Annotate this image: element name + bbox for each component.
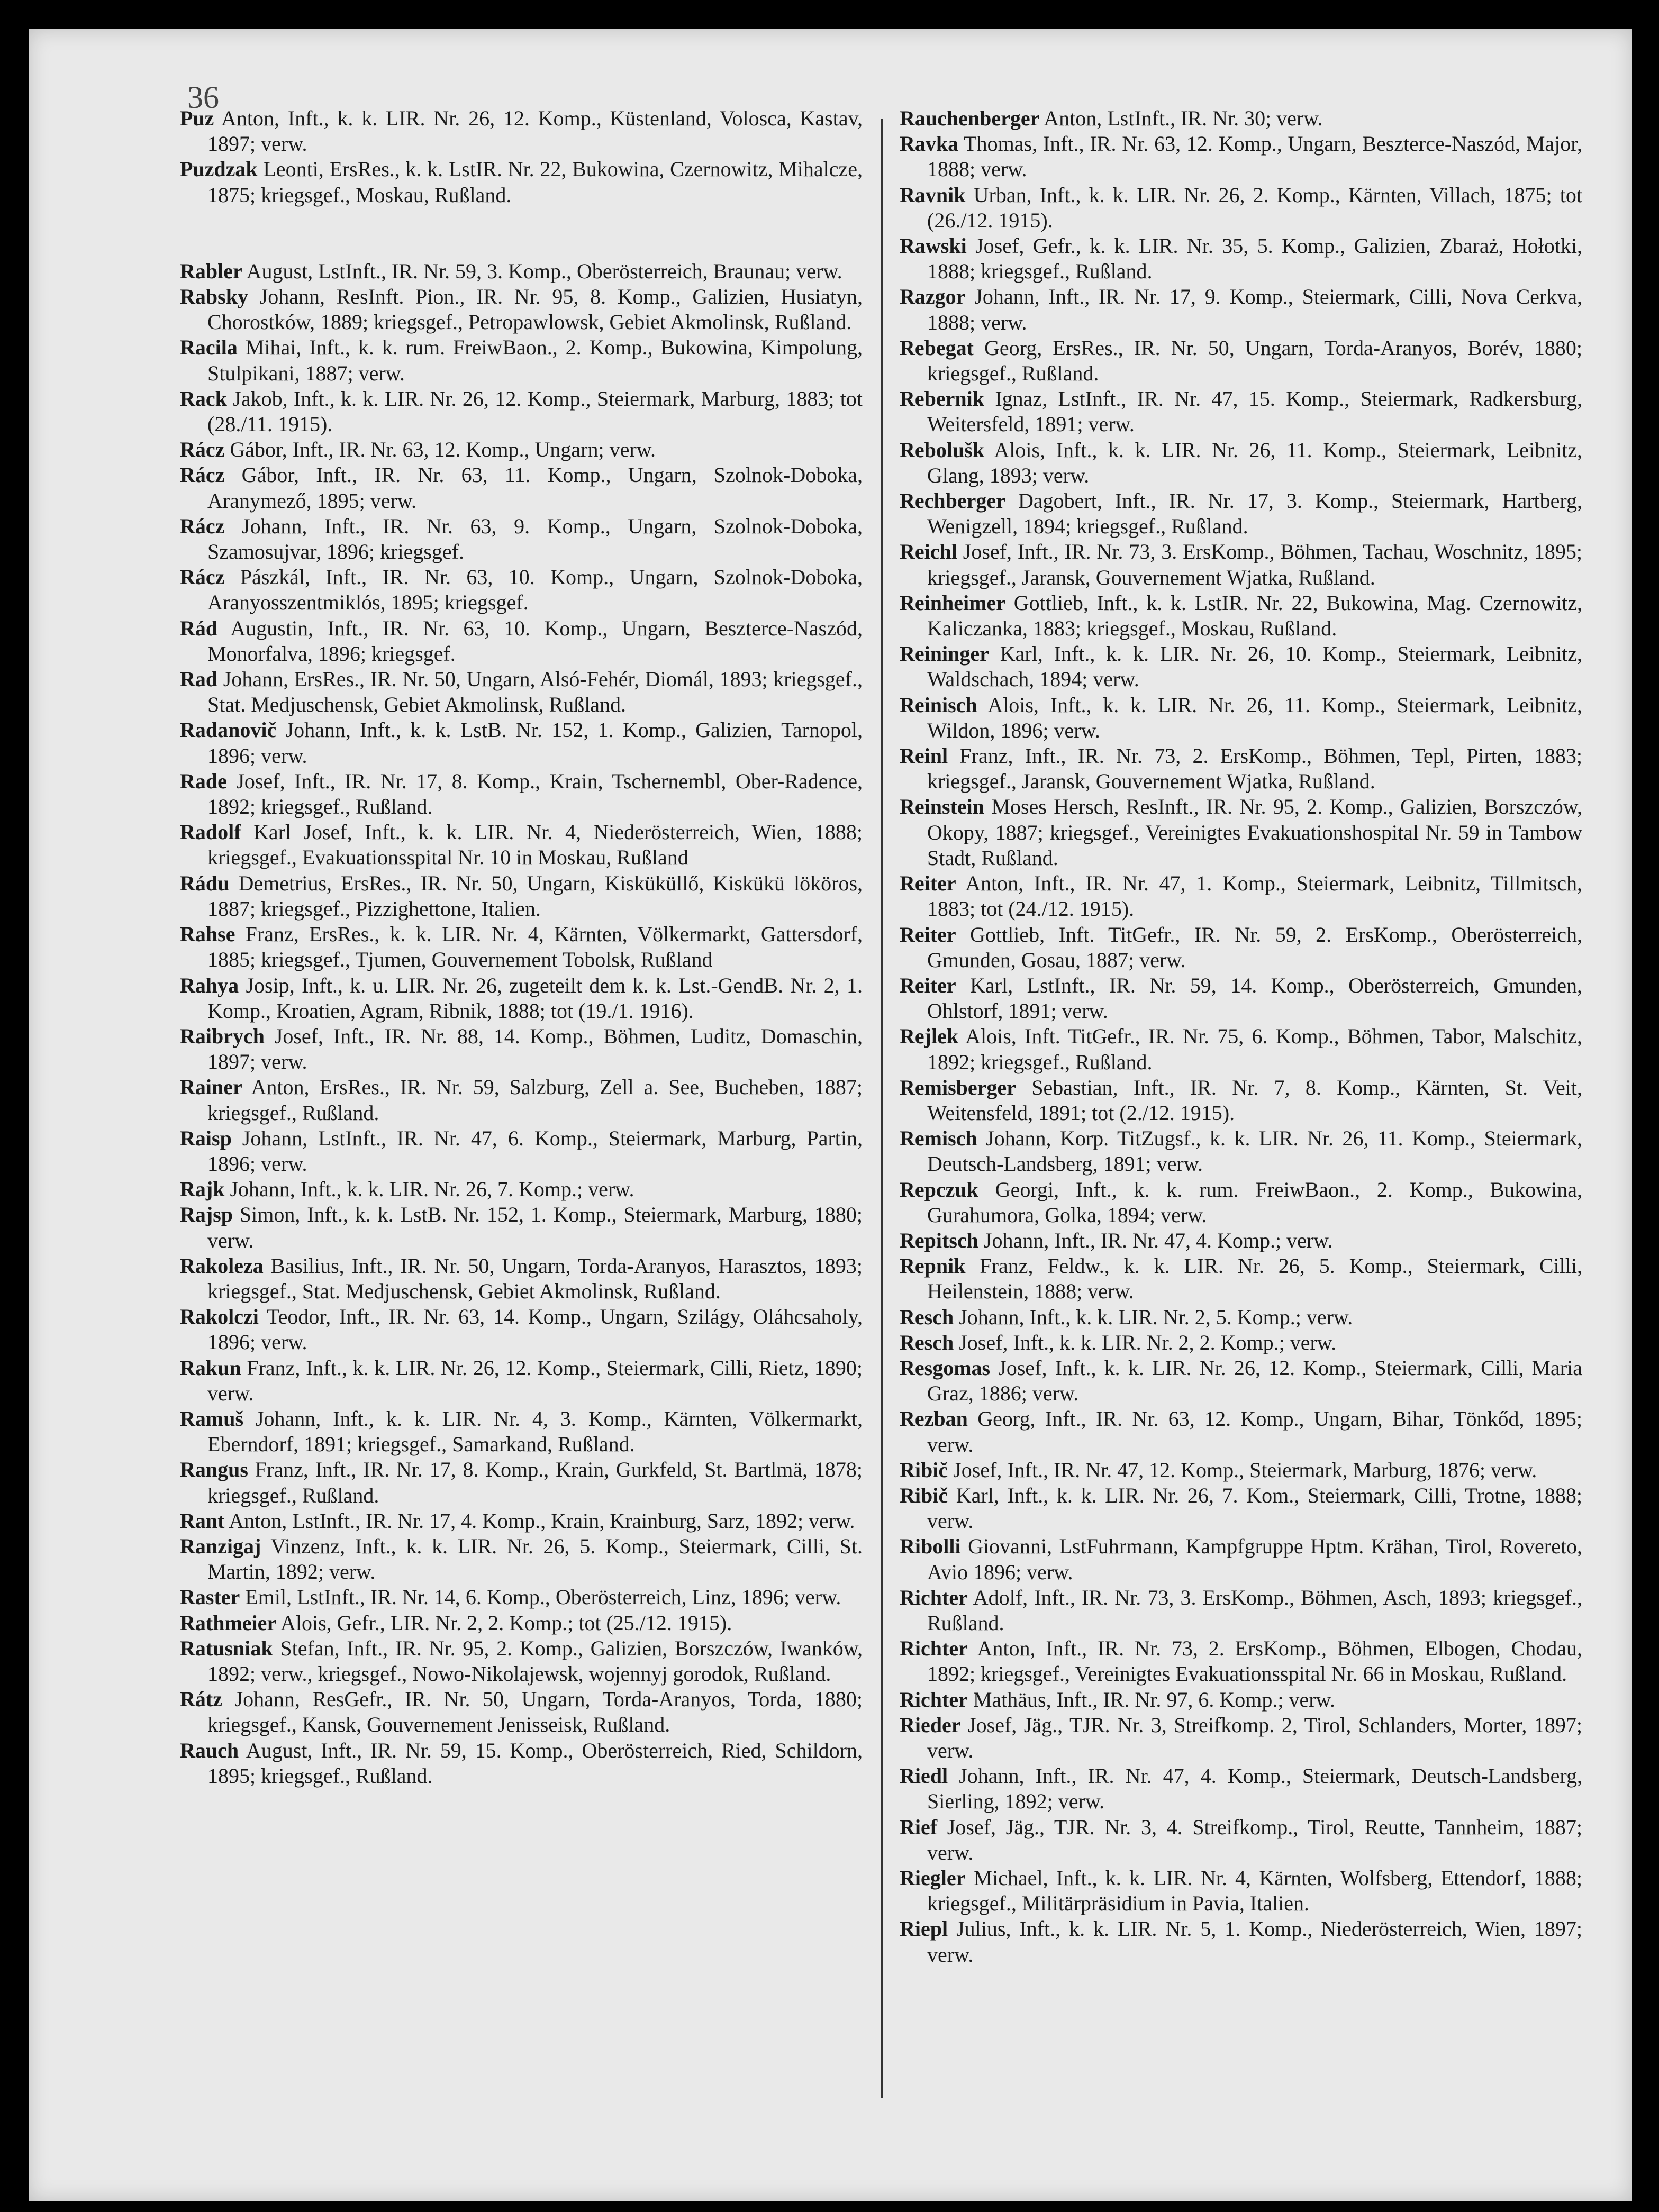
entry-surname: Rebegat bbox=[900, 335, 974, 360]
casualty-entry bbox=[180, 1253, 863, 1304]
entry-surname: Reinheimer bbox=[900, 590, 1005, 615]
entry-surname: Rácz bbox=[180, 565, 225, 589]
entry-surname: Rabsky bbox=[180, 285, 248, 309]
casualty-entry bbox=[180, 1585, 863, 1610]
entry-details: Georg, Inft., IR. Nr. 63, 12. Komp., Ungarn, Bihar, Tönkőd, 1895; verw. bbox=[927, 1407, 1583, 1457]
entry-surname: Rajsp bbox=[180, 1203, 233, 1227]
casualty-entry bbox=[180, 1687, 863, 1737]
entry-surname: Ribolli bbox=[900, 1534, 961, 1559]
casualty-entry bbox=[900, 871, 1582, 922]
entry-surname: Resgomas bbox=[900, 1355, 991, 1380]
entry-surname: Repczuk bbox=[900, 1177, 978, 1201]
entry-surname: Reinisch bbox=[900, 693, 977, 717]
casualty-entry bbox=[180, 922, 863, 972]
casualty-entry bbox=[180, 437, 863, 462]
casualty-entry bbox=[900, 386, 1582, 437]
entry-details: Josef, Inft., IR. Nr. 88, 14. Komp., Böhmen, Luditz, Domaschin, 1897; verw. bbox=[207, 1024, 863, 1074]
entry-surname: Remisberger bbox=[900, 1075, 1016, 1099]
entry-details: Johann, Inft., k. k. LIR. Nr. 2, 5. Komp.; verw. bbox=[959, 1305, 1353, 1329]
entry-surname: Repitsch bbox=[900, 1228, 978, 1252]
entry-surname: Rádu bbox=[180, 871, 230, 895]
casualty-entry bbox=[180, 514, 863, 565]
entry-details: Josef, Inft., IR. Nr. 73, 3. ErsKomp., Böhmen, Tachau, Woschnitz, 1895; kriegsgef., Jaransk, Gouvernement Wjatka, Rußland. bbox=[927, 540, 1583, 589]
entry-surname: Remisch bbox=[900, 1126, 977, 1151]
entry-details: Anton, LstInft., IR. Nr. 17, 4. Komp., Krain, Krainburg, Sarz, 1892; verw. bbox=[229, 1508, 855, 1533]
entry-surname: Ribič bbox=[900, 1483, 948, 1507]
casualty-entry bbox=[180, 616, 863, 667]
entry-details: Franz, Inft., IR. Nr. 17, 8. Komp., Krain, Gurkfeld, St. Bartlmä, 1878; kriegsgef., Rußland. bbox=[207, 1458, 863, 1507]
entry-details: Anton, Inft., IR. Nr. 73, 2. ErsKomp., Böhmen, Elbogen, Chodau, 1892; kriegsgef., Vereinigtes Evakuationsspital Nr. 66 in Moskau, Rußland. bbox=[927, 1636, 1583, 1686]
entry-details: Josef, Gefr., k. k. LIR. Nr. 35, 5. Komp., Galizien, Zbaraż, Hołotki, 1888; kriegsgef., Rußland. bbox=[927, 234, 1582, 284]
casualty-entry bbox=[900, 1763, 1582, 1814]
entry-surname: Repnik bbox=[900, 1254, 966, 1278]
entry-surname: Reinstein bbox=[900, 795, 984, 819]
entry-details: Johann, Inft., k. k. LIR. Nr. 26, 7. Komp.; verw. bbox=[230, 1177, 634, 1201]
casualty-entry bbox=[900, 1458, 1582, 1483]
entry-surname: Rangus bbox=[180, 1458, 248, 1482]
entry-details: Josip, Inft., k. u. LIR. Nr. 26, zugeteilt dem k. k. Lst.-GendB. Nr. 2, 1. Komp., Kroatien, Agram, Ribnik, 1888; tot (19./1. 1916). bbox=[207, 973, 863, 1023]
entry-surname: Rakoleza bbox=[180, 1253, 264, 1278]
entry-surname: Radanovič bbox=[180, 718, 277, 742]
entry-surname: Riepl bbox=[900, 1917, 948, 1941]
entry-details: Ignaz, LstInft., IR. Nr. 47, 15. Komp., Steiermark, Radkersburg, Weitersfeld, 1891; verw. bbox=[927, 387, 1583, 436]
entry-surname: Radolf bbox=[180, 820, 241, 844]
entry-surname: Reiter bbox=[900, 871, 956, 896]
entry-details: Georgi, Inft., k. k. rum. FreiwBaon., 2. Komp., Bukowina, Gurahumora, Golka, 1894; verw. bbox=[927, 1177, 1583, 1227]
entry-details: Josef, Inft., k. k. LIR. Nr. 2, 2. Komp.; verw. bbox=[959, 1330, 1337, 1354]
casualty-entry bbox=[900, 1713, 1582, 1763]
entry-surname: Richter bbox=[900, 1585, 968, 1609]
casualty-entry bbox=[180, 1202, 863, 1253]
entry-surname: Rauchenberger bbox=[900, 106, 1040, 130]
entry-details: Thomas, Inft., IR. Nr. 63, 12. Komp., Ungarn, Beszterce-Naszód, Major, 1888; verw. bbox=[927, 132, 1582, 181]
entry-surname: Ravka bbox=[900, 132, 959, 156]
casualty-entry bbox=[180, 259, 863, 284]
entry-surname: Raibrych bbox=[180, 1024, 265, 1048]
entry-details: Alois, Gefr., LIR. Nr. 2, 2. Komp.; tot (25./12. 1915). bbox=[280, 1610, 732, 1635]
entry-details: Johann, Inft., IR. Nr. 47, 4. Komp., Steiermark, Deutsch-Landsberg, Sierling, 1892; verw. bbox=[927, 1764, 1583, 1814]
entry-surname: Rawski bbox=[900, 234, 967, 258]
casualty-entry bbox=[900, 1687, 1582, 1713]
entry-details: Johann, Inft., IR. Nr. 63, 9. Komp., Ungarn, Szolnok-Doboka, Szamosujvar, 1896; kriegsgef. bbox=[207, 514, 863, 564]
entry-details: Sebastian, Inft., IR. Nr. 7, 8. Komp., Kärnten, St. Veit, Weitensfeld, 1891; tot (2./12. 1915). bbox=[927, 1075, 1583, 1125]
casualty-entry bbox=[900, 284, 1582, 335]
casualty-entry bbox=[180, 1738, 863, 1789]
casualty-entry bbox=[900, 922, 1582, 973]
entry-details: Augustin, Inft., IR. Nr. 63, 10. Komp., Ungarn, Beszterce-Naszód, Monorfalva, 1896; kriegsgef. bbox=[207, 616, 863, 666]
entry-surname: Puz bbox=[180, 106, 214, 130]
entry-surname: Rahya bbox=[180, 973, 239, 997]
entry-details: Demetrius, ErsRes., IR. Nr. 50, Ungarn, Kisküküllő, Kiskükü lököros, 1887; kriegsgef., Pizzighettone, Italien. bbox=[207, 871, 863, 921]
entry-surname: Puzdzak bbox=[180, 157, 258, 181]
entry-surname: Rechberger bbox=[900, 489, 1005, 513]
entry-surname: Rieder bbox=[900, 1713, 961, 1737]
entry-details: Pászkál, Inft., IR. Nr. 63, 10. Komp., Ungarn, Szolnok-Doboka, Aranyosszentmiklós, 1895; kriegsgef. bbox=[207, 565, 863, 615]
casualty-entry bbox=[180, 335, 863, 386]
entry-surname: Rant bbox=[180, 1508, 225, 1533]
entry-details: Dagobert, Inft., IR. Nr. 17, 3. Komp., Steiermark, Hartberg, Wenigzell, 1894; kriegsgef., Rußland. bbox=[927, 489, 1583, 539]
casualty-entry bbox=[900, 1636, 1582, 1687]
casualty-entry bbox=[900, 1355, 1582, 1406]
entry-details: Josef, Jäg., TJR. Nr. 3, Streifkomp. 2, Tirol, Schlanders, Morter, 1897; verw. bbox=[927, 1713, 1582, 1762]
casualty-entry bbox=[900, 335, 1582, 386]
left-column bbox=[180, 106, 863, 1789]
entry-details: Karl, Inft., k. k. LIR. Nr. 26, 7. Kom., Steiermark, Cilli, Trotne, 1888; verw. bbox=[927, 1483, 1583, 1533]
casualty-entry bbox=[180, 157, 863, 207]
entry-surname: Richter bbox=[900, 1636, 968, 1661]
entry-details: Franz, Inft., k. k. LIR. Nr. 26, 12. Komp., Steiermark, Cilli, Rietz, 1890; verw. bbox=[207, 1355, 863, 1405]
casualty-entry bbox=[180, 717, 863, 768]
casualty-entry bbox=[900, 1024, 1582, 1075]
entry-surname: Ratusniak bbox=[180, 1636, 273, 1660]
entry-details: Urban, Inft., k. k. LIR. Nr. 26, 2. Komp., Kärnten, Villach, 1875; tot (26./12. 1915). bbox=[927, 183, 1582, 232]
entry-surname: Ramuš bbox=[180, 1406, 244, 1431]
entry-details: Josef, Jäg., TJR. Nr. 3, 4. Streifkomp., Tirol, Reutte, Tannheim, 1887; verw. bbox=[927, 1815, 1583, 1864]
entry-details: Giovanni, LstFuhrmann, Kampfgruppe Hptm. Krähan, Tirol, Rovereto, Avio 1896; verw. bbox=[927, 1534, 1582, 1584]
entry-details: Johann, ErsRes., IR. Nr. 50, Ungarn, Alsó-Fehér, Diomál, 1893; kriegsgef., Stat. Medjuschensk, Gebiet Akmolinsk, Rußland. bbox=[207, 667, 863, 717]
entry-surname: Rácz bbox=[180, 438, 225, 462]
entry-surname: Raster bbox=[180, 1585, 240, 1609]
casualty-entry bbox=[180, 1508, 863, 1534]
casualty-entry bbox=[180, 1126, 863, 1177]
casualty-entry bbox=[900, 590, 1582, 641]
casualty-entry bbox=[900, 488, 1582, 539]
casualty-entry bbox=[900, 183, 1582, 233]
entry-surname: Resch bbox=[900, 1330, 954, 1354]
casualty-entry bbox=[180, 769, 863, 820]
page-number: 36 bbox=[187, 80, 219, 115]
casualty-entry bbox=[900, 1330, 1582, 1355]
entry-details: Teodor, Inft., IR. Nr. 63, 14. Komp., Ungarn, Szilágy, Oláhcsaholy, 1896; verw. bbox=[207, 1305, 863, 1354]
entry-surname: Reinl bbox=[900, 744, 948, 768]
casualty-entry bbox=[900, 1075, 1582, 1126]
entry-details: August, LstInft., IR. Nr. 59, 3. Komp., Oberösterreich, Braunau; verw. bbox=[246, 259, 842, 283]
entry-surname: Rejlek bbox=[900, 1024, 959, 1049]
entry-details: Anton, Inft., k. k. LIR. Nr. 26, 12. Komp., Küstenland, Volosca, Kastav, 1897; verw. bbox=[207, 106, 863, 156]
casualty-entry bbox=[180, 106, 863, 157]
casualty-entry bbox=[180, 820, 863, 870]
casualty-entry bbox=[900, 1253, 1582, 1304]
entry-surname: Rief bbox=[900, 1815, 938, 1839]
casualty-entry bbox=[180, 871, 863, 922]
casualty-entry bbox=[180, 1534, 863, 1585]
casualty-entry bbox=[900, 973, 1582, 1024]
entry-surname: Reiter bbox=[900, 973, 956, 997]
entry-surname: Rainer bbox=[180, 1075, 242, 1099]
entry-details: Karl, Inft., k. k. LIR. Nr. 26, 10. Komp., Steiermark, Leibnitz, Waldschach, 1894; verw. bbox=[927, 642, 1583, 691]
casualty-entry bbox=[180, 1636, 863, 1687]
entry-surname: Rathmeier bbox=[180, 1610, 277, 1635]
entry-details: Johann, Korp. TitZugsf., k. k. LIR. Nr. 26, 11. Komp., Steiermark, Deutsch-Landsberg, 1891; verw. bbox=[927, 1126, 1583, 1176]
casualty-entry bbox=[180, 1075, 863, 1125]
entry-details: Vinzenz, Inft., k. k. LIR. Nr. 26, 5. Komp., Steiermark, Cilli, St. Martin, 1892; verw. bbox=[207, 1534, 863, 1584]
entry-details: Johann, Inft., k. k. LIR. Nr. 4, 3. Komp., Kärnten, Völkermarkt, Eberndorf, 1891; kriegsgef., Samarkand, Rußland. bbox=[207, 1406, 863, 1457]
casualty-entry bbox=[180, 1457, 863, 1508]
entry-surname: Rack bbox=[180, 386, 227, 411]
entry-surname: Reininger bbox=[900, 642, 989, 666]
casualty-entry bbox=[900, 794, 1582, 871]
casualty-entry bbox=[900, 1534, 1582, 1585]
casualty-entry bbox=[900, 131, 1582, 182]
entry-details: Adolf, Inft., IR. Nr. 73, 3. ErsKomp., Böhmen, Asch, 1893; kriegsgef., Rußland. bbox=[927, 1585, 1582, 1635]
entry-details: Anton, Inft., IR. Nr. 47, 1. Komp., Steiermark, Leibnitz, Tillmitsch, 1883; tot (24./12. 1915). bbox=[927, 871, 1583, 921]
entry-details: Franz, Feldw., k. k. LIR. Nr. 26, 5. Komp., Steiermark, Cilli, Heilenstein, 1888; verw. bbox=[927, 1254, 1582, 1304]
entry-details: Basilius, Inft., IR. Nr. 50, Ungarn, Torda-Aranyos, Harasztos, 1893; kriegsgef., Stat. Medjuschensk, Gebiet Akmolinsk, Rußland. bbox=[207, 1253, 863, 1303]
entry-surname: Rad bbox=[180, 667, 218, 691]
casualty-entry bbox=[900, 539, 1582, 590]
entry-surname: Riedl bbox=[900, 1764, 948, 1788]
entry-details: Emil, LstInft., IR. Nr. 14, 6. Komp., Oberösterreich, Linz, 1896; verw. bbox=[245, 1585, 841, 1609]
casualty-entry bbox=[900, 1177, 1582, 1228]
entry-surname: Rezban bbox=[900, 1407, 968, 1431]
entry-details: Mathäus, Inft., IR. Nr. 97, 6. Komp.; verw. bbox=[973, 1687, 1335, 1712]
casualty-entry bbox=[900, 1916, 1582, 1967]
entry-surname: Rátz bbox=[180, 1687, 222, 1712]
entry-surname: Rácz bbox=[180, 514, 225, 538]
entry-surname: Richter bbox=[900, 1687, 968, 1712]
entry-details: Josef, Inft., IR. Nr. 17, 8. Komp., Krain, Tschernembl, Ober-Radence, 1892; kriegsgef., Rußland. bbox=[207, 769, 863, 819]
casualty-entry bbox=[900, 438, 1582, 488]
entry-details: Johann, LstInft., IR. Nr. 47, 6. Komp., Steiermark, Marburg, Partin, 1896; verw. bbox=[207, 1126, 863, 1176]
casualty-entry bbox=[180, 1610, 863, 1636]
entry-details: Leonti, ErsRes., k. k. LstIR. Nr. 22, Bukowina, Czernowitz, Mihalcze, 1875; kriegsgef., Moskau, Rußland. bbox=[207, 157, 863, 207]
entry-surname: Reiter bbox=[900, 922, 956, 946]
casualty-entry bbox=[900, 743, 1582, 794]
entry-surname: Rakolczi bbox=[180, 1305, 259, 1329]
entry-details: Moses Hersch, ResInft., IR. Nr. 95, 2. Komp., Galizien, Borszczów, Okopy, 1887; kriegsgef., Vereinigtes Evakuationshospital Nr. 59 in Tambow Stadt, Rußland. bbox=[927, 795, 1582, 870]
casualty-entry bbox=[180, 565, 863, 615]
casualty-entry bbox=[900, 1406, 1582, 1457]
entry-details: Johann, Inft., IR. Nr. 47, 4. Komp.; verw. bbox=[983, 1228, 1333, 1252]
entry-details: Josef, Inft., k. k. LIR. Nr. 26, 12. Komp., Steiermark, Cilli, Maria Graz, 1886; verw. bbox=[927, 1355, 1582, 1406]
entry-details: Johann, Inft., k. k. LstB. Nr. 152, 1. Komp., Galizien, Tarnopol, 1896; verw. bbox=[207, 718, 863, 768]
entry-surname: Ravnik bbox=[900, 183, 966, 207]
entry-surname: Rabler bbox=[180, 259, 242, 283]
casualty-entry bbox=[180, 1355, 863, 1406]
entry-surname: Rahse bbox=[180, 922, 235, 946]
entry-surname: Rebernik bbox=[900, 387, 984, 411]
entry-details: Karl, LstInft., IR. Nr. 59, 14. Komp., Oberösterreich, Gmunden, Ohlstorf, 1891; verw. bbox=[927, 973, 1582, 1023]
entry-surname: Riegler bbox=[900, 1866, 966, 1890]
entry-details: Karl Josef, Inft., k. k. LIR. Nr. 4, Niederösterreich, Wien, 1888; kriegsgef., Evakuationsspital Nr. 10 in Moskau, Rußland bbox=[207, 820, 863, 870]
entry-surname: Rauch bbox=[180, 1738, 239, 1762]
casualty-entry bbox=[900, 1126, 1582, 1177]
entry-surname: Rebolušk bbox=[900, 438, 985, 462]
casualty-entry bbox=[900, 693, 1582, 743]
casualty-entry bbox=[900, 1585, 1582, 1636]
casualty-entry bbox=[180, 1024, 863, 1075]
entry-details: Gottlieb, Inft. TitGefr., IR. Nr. 59, 2. ErsKomp., Oberösterreich, Gmunden, Gosau, 1887; verw. bbox=[927, 922, 1583, 972]
entry-details: Julius, Inft., k. k. LIR. Nr. 5, 1. Komp., Niederösterreich, Wien, 1897; verw. bbox=[927, 1917, 1582, 1967]
entry-details: Josef, Inft., IR. Nr. 47, 12. Komp., Steiermark, Marburg, 1876; verw. bbox=[953, 1458, 1537, 1482]
entry-details: Gábor, Inft., IR. Nr. 63, 11. Komp., Ungarn, Szolnok-Doboka, Aranymező, 1895; verw. bbox=[207, 463, 863, 513]
entry-details: Anton, ErsRes., IR. Nr. 59, Salzburg, Zell a. See, Bucheben, 1887; kriegsgef., Rußland. bbox=[207, 1075, 863, 1125]
entry-details: Johann, ResInft. Pion., IR. Nr. 95, 8. Komp., Galizien, Husiatyn, Chorostków, 1889; kriegsgef., Petropawlowsk, Gebiet Akmolinsk, Rußland. bbox=[207, 285, 863, 334]
entry-details: Gábor, Inft., IR. Nr. 63, 12. Komp., Ungarn; verw. bbox=[230, 438, 656, 462]
entry-details: Simon, Inft., k. k. LstB. Nr. 152, 1. Komp., Steiermark, Marburg, 1880; verw. bbox=[207, 1203, 863, 1252]
entry-surname: Raisp bbox=[180, 1126, 232, 1150]
casualty-entry bbox=[180, 667, 863, 717]
casualty-entry bbox=[900, 106, 1582, 131]
entry-details: Stefan, Inft., IR. Nr. 95, 2. Komp., Galizien, Borszczów, Iwanków, 1892; verw., kriegsgef., Nowo-Nikolajewsk, wojennyj gorodok, Rußland. bbox=[207, 1636, 863, 1686]
entry-surname: Rakun bbox=[180, 1355, 241, 1380]
entry-surname: Racila bbox=[180, 335, 238, 360]
entry-surname: Reichl bbox=[900, 540, 957, 564]
casualty-entry bbox=[180, 284, 863, 335]
entry-surname: Razgor bbox=[900, 285, 966, 309]
casualty-entry bbox=[900, 1305, 1582, 1330]
entry-surname: Resch bbox=[900, 1305, 954, 1329]
casualty-entry bbox=[900, 1865, 1582, 1916]
entry-surname: Ribič bbox=[900, 1458, 948, 1482]
entry-details: Michael, Inft., k. k. LIR. Nr. 4, Kärnten, Wolfsberg, Ettendorf, 1888; kriegsgef., Militärpräsidium in Pavia, Italien. bbox=[927, 1866, 1582, 1916]
entry-details: Jakob, Inft., k. k. LIR. Nr. 26, 12. Komp., Steiermark, Marburg, 1883; tot (28./11. 1915). bbox=[207, 386, 863, 436]
right-column bbox=[900, 106, 1582, 1968]
entry-surname: Rajk bbox=[180, 1177, 225, 1201]
entry-details: Alois, Inft., k. k. LIR. Nr. 26, 11. Komp., Steiermark, Leibnitz, Wildon, 1896; verw. bbox=[927, 693, 1583, 742]
entry-details: Gottlieb, Inft., k. k. LstIR. Nr. 22, Bukowina, Mag. Czernowitz, Kaliczanka, 1883; kriegsgef., Moskau, Rußland. bbox=[927, 590, 1582, 641]
column-divider bbox=[881, 119, 883, 2098]
entry-details: Alois, Inft. TitGefr., IR. Nr. 75, 6. Komp., Böhmen, Tabor, Malschitz, 1892; kriegsgef., Rußland. bbox=[927, 1024, 1582, 1074]
casualty-entry bbox=[180, 1177, 863, 1202]
entry-surname: Ranzigaj bbox=[180, 1534, 261, 1558]
entry-details: Franz, ErsRes., k. k. LIR. Nr. 4, Kärnten, Völkermarkt, Gattersdorf, 1885; kriegsgef., Tjumen, Gouvernement Tobolsk, Rußland bbox=[207, 922, 863, 972]
casualty-entry bbox=[900, 1815, 1582, 1865]
casualty-entry bbox=[180, 1406, 863, 1457]
casualty-entry bbox=[900, 641, 1582, 692]
casualty-entry bbox=[900, 1483, 1582, 1534]
entry-details: Alois, Inft., k. k. LIR. Nr. 26, 11. Komp., Steiermark, Leibnitz, Glang, 1893; verw. bbox=[927, 438, 1582, 487]
entry-details: Anton, LstInft., IR. Nr. 30; verw. bbox=[1044, 106, 1323, 130]
entry-details: Mihai, Inft., k. k. rum. FreiwBaon., 2. Komp., Bukowina, Kimpolung, Stulpikani, 1887; verw. bbox=[207, 335, 863, 385]
entry-details: Johann, ResGefr., IR. Nr. 50, Ungarn, Torda-Aranyos, Torda, 1880; kriegsgef., Kansk, Gouvernement Jenisseisk, Rußland. bbox=[207, 1687, 863, 1737]
entry-surname: Rácz bbox=[180, 463, 225, 487]
entry-details: Georg, ErsRes., IR. Nr. 50, Ungarn, Torda-Aranyos, Borév, 1880; kriegsgef., Rußland. bbox=[927, 335, 1582, 386]
casualty-entry bbox=[180, 462, 863, 513]
entry-details: Johann, Inft., IR. Nr. 17, 9. Komp., Steiermark, Cilli, Nova Cerkva, 1888; verw. bbox=[927, 285, 1583, 334]
entry-details: Franz, Inft., IR. Nr. 73, 2. ErsKomp., Böhmen, Tepl, Pirten, 1883; kriegsgef., Jaransk, Gouvernement Wjatka, Rußland. bbox=[927, 744, 1583, 794]
casualty-entry bbox=[900, 1228, 1582, 1253]
casualty-entry bbox=[900, 233, 1582, 284]
casualty-entry bbox=[180, 386, 863, 437]
entry-surname: Rád bbox=[180, 616, 218, 640]
entry-surname: Rade bbox=[180, 769, 227, 793]
entry-details: August, Inft., IR. Nr. 59, 15. Komp., Oberösterreich, Ried, Schildorn, 1895; kriegsgef., Rußland. bbox=[207, 1738, 863, 1788]
casualty-entry bbox=[180, 1304, 863, 1355]
casualty-entry bbox=[180, 973, 863, 1024]
